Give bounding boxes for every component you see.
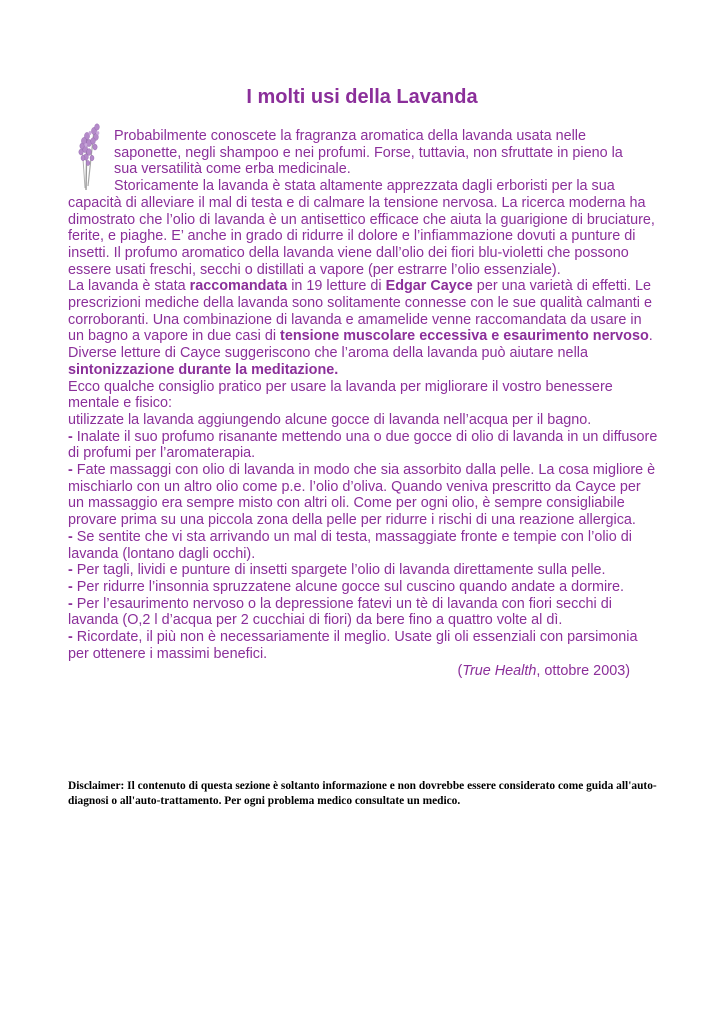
tip-dash: - (68, 428, 73, 445)
intro-line-2: saponette, negli shampoo e nei profumi. Forse, tuttavia, non sfruttate in pieno la (114, 144, 623, 161)
tip-dash: - (68, 578, 73, 595)
tip-text: Per ridurre l’insonnia spruzzatene alcune gocce sul cuscino quando andate a dormire. (72, 578, 624, 595)
tip-dash: - (68, 462, 73, 479)
tip-dash: - (68, 595, 73, 612)
tip-text: Inalate il suo profumo risanante mettendo una o due gocce di olio di lavanda in un diffusore di profumi per l’aromaterapia. (68, 428, 658, 462)
intro-line-3: sua versatilità come erba medicinale. (114, 161, 351, 178)
cayce-bold-4: sintonizzazione durante la meditazione. (68, 361, 339, 378)
tip-text: Ricordate, il più non è necessariamente il meglio. Usate gli oli essenziali con parsimonia per ottenere i massimi benefici. (68, 629, 638, 662)
source-date: , ottobre 2003) (536, 662, 630, 679)
cayce-bold-2: Edgar Cayce (385, 278, 473, 295)
cayce-text-4: . Diverse letture di Cayce suggeriscono che l’aroma della lavanda può aiutare nella (68, 328, 653, 362)
tip-text: Per l’esaurimento nervoso o la depressione fatevi un tè di lavanda con fiori secchi di lavanda (O,2 l d’acqua per 2 cucchiai di fiori) da bere fino a quattro volte al dì. (68, 595, 612, 629)
tip-item (68, 562, 658, 579)
tip-item (68, 429, 658, 462)
tip-item (68, 596, 658, 629)
source-open: ( (457, 662, 463, 679)
tip-dash: - (68, 562, 73, 579)
cayce-text-1: La lavanda è stata (68, 278, 190, 295)
disclaimer: Disclaimer: Il contenuto di questa sezione è soltanto informazione e non dovrebbe essere considerato come guida all'auto-diagnosi o all'auto-trattamento. Per ogni problema medico consultate un medico. (68, 780, 657, 807)
cayce-text-2: in 19 letture di (287, 278, 386, 295)
source-citation (68, 663, 658, 680)
tip-text: utilizzate la lavanda aggiungendo alcune gocce di lavanda nell’acqua per il bagno. (68, 411, 592, 428)
history-paragraph: capacità di alleviare il mal di testa e di calmare la tensione nervosa. La ricerca moderna ha dimostrato che l’olio di lavanda è un antisettico efficace che aiuta la guarigione di bruciature, ferite, e piaghe. E’ anche in grado di ridurre il dolore e l’infiammazione dovuti a punture di insetti. Il profumo aromatico della lavanda viene dall’olio dei fiori blu-violetti che possono essere usati freschi, secchi o distillati a vapore (per estrarre l’olio essenziale). (68, 194, 655, 278)
cayce-bold-1: raccomandata (189, 278, 288, 295)
tip-item (68, 412, 658, 429)
cayce-text-3: per una varietà di effetti. Le prescrizioni mediche della lavanda sono solitamente connesse con le sue qualità calmanti e corroboranti. Una combinazione di lavanda e amamelide venne raccomandata da usare in un bagno a vapore in due casi di (68, 278, 652, 345)
tips-intro: Ecco qualche consiglio pratico per usare la lavanda per migliorare il vostro benessere mentale e fisico: (68, 378, 613, 412)
source-name: True Health (462, 662, 537, 679)
tip-text: Se sentite che vi sta arrivando un mal di testa, massaggiate fronte e tempie con l’olio di lavanda (lontano dagli occhi). (68, 528, 632, 562)
article-body (68, 128, 658, 679)
page-title: I molti usi della Lavanda (246, 86, 478, 108)
tip-item (68, 529, 658, 562)
tip-item (68, 629, 658, 662)
history-line-1: Storicamente la lavanda è stata altamente apprezzata dagli erboristi per la sua (114, 178, 615, 195)
tip-text: Per tagli, lividi e punture di insetti spargete l’olio di lavanda direttamente sulla pelle. (72, 562, 606, 579)
intro-line-1: Probabilmente conoscete la fragranza aromatica della lavanda usata nelle (114, 128, 586, 144)
tip-text: Fate massaggi con olio di lavanda in modo che sia assorbito dalla pelle. La cosa migliore è mischiarlo con un altro olio come p.e. l’olio d’oliva. Quando veniva prescritto da Cayce per un massaggio era sempre misto con altri oli. Come per ogni olio, è sempre consigliabile provare prima su una piccola zona della pelle per ridurre i rischi di una reazione allergica. (68, 462, 656, 529)
tip-dash: - (68, 528, 73, 545)
cayce-paragraph (68, 278, 658, 378)
cayce-bold-3: tensione muscolare eccessiva e esaurimento nervoso (280, 328, 649, 345)
tip-dash: - (68, 629, 73, 646)
tip-item (68, 579, 658, 596)
tip-item (68, 462, 658, 529)
